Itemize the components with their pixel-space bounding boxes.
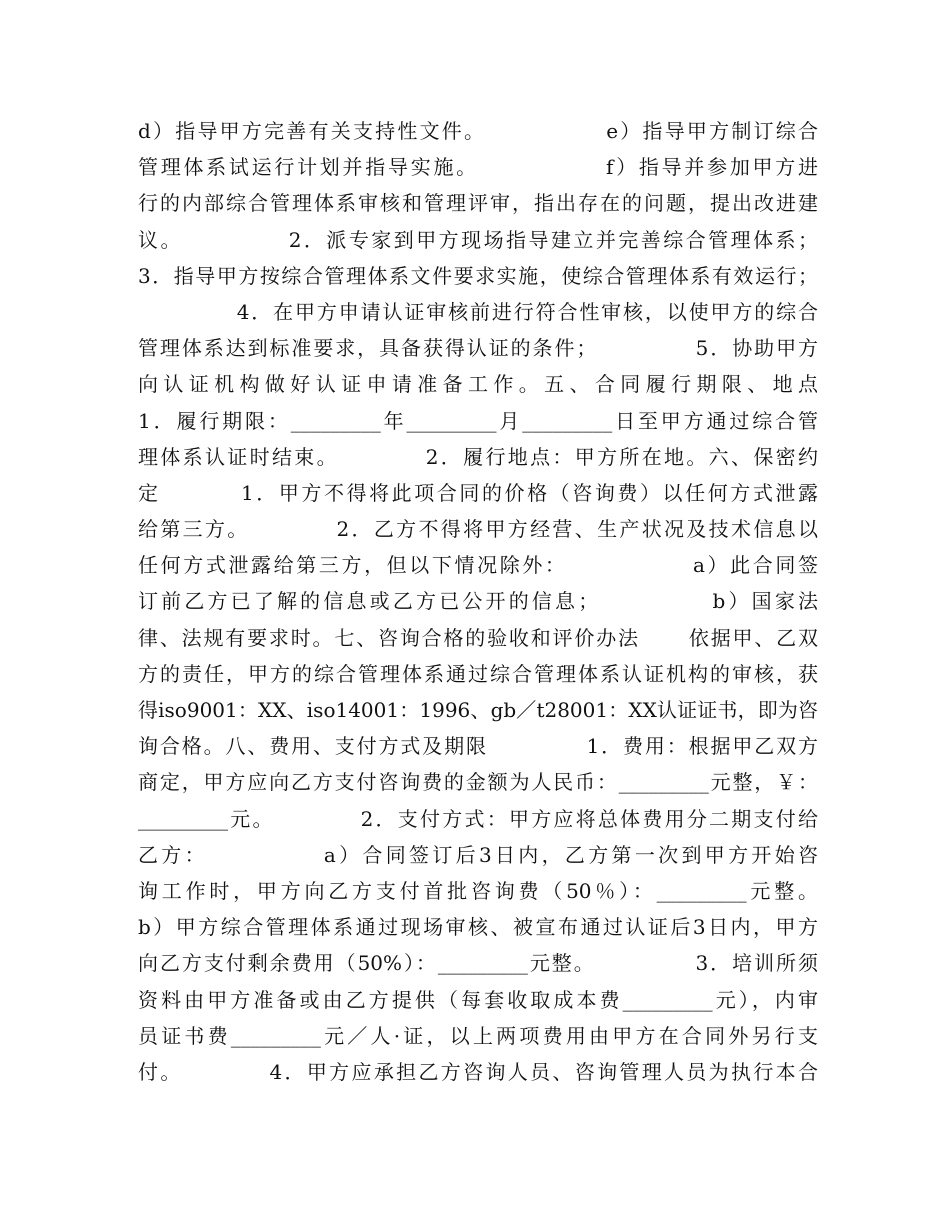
- text-line-19: 商定，甲方应向乙方支付咨询费的金额为人民币：_________元整，￥：: [138, 770, 818, 795]
- text-line-25: 资料由甲方准备或由乙方提供（每套收取成本费_________元），内审: [138, 987, 818, 1012]
- text-line-1: d）指导甲方完善有关支持性文件。 e）指导甲方制订综合: [138, 119, 818, 143]
- text-line-14: 订前乙方已了解的信息或乙方已公开的信息； b）国家法: [138, 589, 818, 614]
- text-line-17: 得iso9001：XX、iso14001：1996、gb／t28001：XX认证证书，即为咨: [138, 698, 818, 722]
- text-line-12: 给第三方。 2．乙方不得将甲方经营、生产状况及技术信息以: [138, 517, 818, 542]
- contract-text: [138, 113, 818, 1090]
- text-line-8: 向认证机构做好认证申请准备工作。五、合同履行期限、地点: [138, 372, 818, 397]
- text-line-7: 管理体系达到标准要求，具备获得认证的条件； 5．协助甲方: [138, 336, 818, 361]
- text-line-21: 乙方： a）合同签订后3日内，乙方第一次到甲方开始咨: [138, 842, 818, 867]
- text-line-11: 定 1．甲方不得将此项合同的价格（咨询费）以任何方式泄露: [138, 480, 818, 505]
- text-line-2: 管理体系试运行计划并指导实施。 f）指导并参加甲方进: [138, 155, 818, 180]
- text-line-9: 1．履行期限：_________年_________月_________日至甲方通过综合管: [138, 408, 818, 433]
- text-line-16: 方的责任，甲方的综合管理体系通过综合管理体系认证机构的审核，获: [138, 661, 818, 686]
- text-line-10: 理体系认证时结束。 2．履行地点：甲方所在地。六、保密约: [138, 444, 818, 469]
- text-line-6: 4．在甲方申请认证审核前进行符合性审核，以使甲方的综合: [138, 299, 818, 324]
- text-line-15: 律、法规有要求时。七、咨询合格的验收和评价办法 依据甲、乙双: [138, 625, 818, 650]
- text-line-24: 向乙方支付剩余费用（50%）：_________元整。 3．培训所须: [138, 951, 818, 976]
- text-line-23: b）甲方综合管理体系通过现场审核、被宣布通过认证后3日内，甲方: [138, 915, 818, 940]
- text-line-20: _________元。 2．支付方式：甲方应将总体费用分二期支付给: [138, 806, 818, 831]
- text-line-3: 行的内部综合管理体系审核和管理评审，指出存在的问题，提出改进建: [138, 191, 818, 216]
- text-line-26: 员证书费_________元／人·证，以上两项费用由甲方在合同外另行支: [138, 1023, 818, 1048]
- text-line-18: 询合格。八、费用、支付方式及期限 1．费用：根据甲乙双方: [138, 734, 818, 759]
- text-line-22: 询工作时，甲方向乙方支付首批咨询费（50％）：_________元整。: [138, 878, 818, 903]
- text-line-4: 议。 2．派专家到甲方现场指导建立并完善综合管理体系；: [138, 227, 818, 252]
- text-line-27: 付。 4．甲方应承担乙方咨询人员、咨询管理人员为执行本合: [138, 1059, 818, 1084]
- text-line-13: 任何方式泄露给第三方，但以下情况除外： a）此合同签: [138, 553, 818, 578]
- text-line-5: 3．指导甲方按综合管理体系文件要求实施，使综合管理体系有效运行；: [138, 263, 818, 288]
